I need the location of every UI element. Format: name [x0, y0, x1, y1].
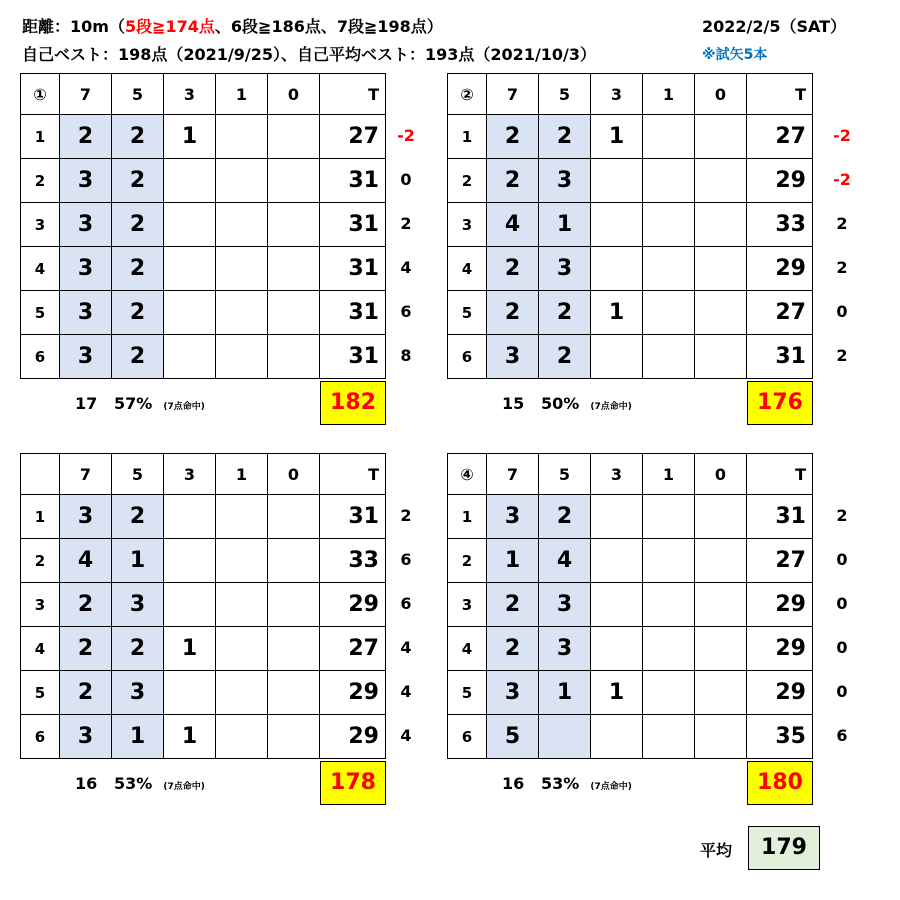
column-header: T	[320, 74, 386, 115]
round-table-3	[20, 453, 386, 759]
hit-count-3	[164, 291, 216, 335]
hit-count-3	[164, 247, 216, 291]
seven-hit-count: 16	[75, 774, 98, 793]
hit-count-7: 3	[60, 203, 112, 247]
hit-count-5: 4	[539, 539, 591, 583]
hit-count-7: 1	[487, 539, 539, 583]
hit-count-5: 2	[539, 115, 591, 159]
hit-count-1	[643, 715, 695, 759]
seven-hit-count: 15	[502, 394, 525, 413]
hit-count-0	[695, 203, 747, 247]
distance-label: 距離：10m（	[22, 17, 125, 36]
hit-count-7: 3	[487, 495, 539, 539]
hit-count-0	[268, 539, 320, 583]
end-number: 3	[21, 583, 60, 627]
column-header: 0	[268, 454, 320, 495]
table-row	[448, 627, 813, 671]
score-difference: 2	[400, 214, 412, 233]
table-row	[448, 583, 813, 627]
hit-count-3: 1	[164, 115, 216, 159]
round-summary	[75, 774, 205, 793]
hit-count-1	[216, 203, 268, 247]
score-difference: -2	[397, 126, 415, 145]
end-total: 27	[320, 115, 386, 159]
hit-count-1	[643, 203, 695, 247]
end-number: 1	[21, 495, 60, 539]
hit-count-5: 3	[539, 159, 591, 203]
table-row	[21, 539, 386, 583]
round-label: ①	[21, 74, 60, 115]
hit-count-7: 3	[60, 291, 112, 335]
score-difference: 2	[836, 258, 848, 277]
hit-count-3	[591, 203, 643, 247]
hit-count-1	[643, 627, 695, 671]
hit-count-0	[695, 715, 747, 759]
table-row	[21, 715, 386, 759]
score-difference: 0	[836, 550, 848, 569]
score-difference: 4	[400, 638, 412, 657]
end-total: 31	[320, 159, 386, 203]
column-header: T	[747, 74, 813, 115]
end-number: 2	[448, 159, 487, 203]
hit-count-7: 2	[487, 115, 539, 159]
hit-count-3: 1	[591, 291, 643, 335]
grade-requirements: 、6段≧186点、7段≧198点）	[214, 17, 443, 36]
score-difference: 4	[400, 726, 412, 745]
column-header: 1	[643, 454, 695, 495]
hit-count-0	[268, 671, 320, 715]
hit-count-7: 2	[487, 627, 539, 671]
end-total: 27	[320, 627, 386, 671]
end-total: 31	[747, 495, 813, 539]
hit-count-3	[164, 335, 216, 379]
column-header: 5	[112, 454, 164, 495]
hit-count-1	[643, 495, 695, 539]
end-total: 31	[320, 335, 386, 379]
table-row	[448, 495, 813, 539]
hit-count-1	[216, 583, 268, 627]
column-header: 0	[268, 74, 320, 115]
hit-count-1	[643, 159, 695, 203]
hit-count-3: 1	[591, 115, 643, 159]
column-header: 1	[216, 74, 268, 115]
hit-count-1	[643, 539, 695, 583]
score-difference: 4	[400, 682, 412, 701]
grade5-requirement: 5段≧174点	[124, 17, 215, 36]
hit-count-5: 2	[112, 247, 164, 291]
score-difference: 0	[836, 638, 848, 657]
hit-count-0	[695, 627, 747, 671]
seven-hit-note: (7点命中)	[163, 782, 205, 792]
round-total-score: 182	[320, 381, 386, 425]
hit-count-3	[591, 583, 643, 627]
table-row	[21, 495, 386, 539]
hit-count-0	[268, 159, 320, 203]
hit-count-0	[695, 539, 747, 583]
hit-count-7: 2	[487, 247, 539, 291]
hit-count-5: 2	[539, 335, 591, 379]
table-header-row	[448, 74, 813, 115]
hit-count-7: 2	[60, 627, 112, 671]
end-number: 2	[21, 539, 60, 583]
hit-count-7: 3	[487, 671, 539, 715]
column-header: 7	[487, 74, 539, 115]
hit-count-1	[216, 627, 268, 671]
round-total-score: 180	[747, 761, 813, 805]
end-number: 1	[448, 495, 487, 539]
column-header: 0	[695, 454, 747, 495]
end-total: 31	[320, 247, 386, 291]
seven-hit-note: (7点命中)	[590, 402, 632, 412]
round-total-score: 178	[320, 761, 386, 805]
seven-hit-count: 16	[502, 774, 525, 793]
hit-count-3	[164, 583, 216, 627]
hit-count-3	[591, 335, 643, 379]
hit-count-7: 2	[487, 291, 539, 335]
end-number: 4	[448, 247, 487, 291]
end-total: 29	[320, 583, 386, 627]
hit-count-5: 2	[112, 627, 164, 671]
hit-count-7: 2	[60, 583, 112, 627]
round-table-1	[20, 73, 386, 379]
hit-count-0	[268, 247, 320, 291]
end-number: 3	[448, 203, 487, 247]
round-label: ④	[448, 454, 487, 495]
column-header: 5	[539, 454, 591, 495]
seven-hit-count: 17	[75, 394, 98, 413]
seven-hit-percentage: 53%	[540, 774, 580, 793]
table-row	[21, 247, 386, 291]
end-number: 3	[21, 203, 60, 247]
hit-count-5: 1	[539, 203, 591, 247]
column-header: 3	[591, 454, 643, 495]
round-summary	[502, 394, 632, 413]
hit-count-5: 1	[112, 539, 164, 583]
table-row	[448, 671, 813, 715]
hit-count-7: 3	[60, 715, 112, 759]
hit-count-5: 2	[112, 115, 164, 159]
table-row	[448, 715, 813, 759]
end-total: 33	[747, 203, 813, 247]
hit-count-5: 2	[112, 203, 164, 247]
end-number: 2	[448, 539, 487, 583]
table-row	[448, 291, 813, 335]
table-row	[448, 115, 813, 159]
column-header: 5	[539, 74, 591, 115]
end-number: 6	[448, 335, 487, 379]
hit-count-5: 2	[112, 335, 164, 379]
end-total: 29	[747, 671, 813, 715]
end-number: 6	[448, 715, 487, 759]
average-label: 平均	[700, 841, 733, 860]
hit-count-0	[695, 335, 747, 379]
end-number: 4	[21, 627, 60, 671]
hit-count-5: 2	[539, 495, 591, 539]
hit-count-0	[695, 671, 747, 715]
hit-count-7: 4	[487, 203, 539, 247]
end-total: 29	[747, 583, 813, 627]
end-number: 3	[448, 583, 487, 627]
hit-count-3	[164, 159, 216, 203]
hit-count-0	[268, 115, 320, 159]
end-total: 33	[320, 539, 386, 583]
hit-count-3: 1	[164, 627, 216, 671]
table-row	[21, 583, 386, 627]
hit-count-0	[268, 495, 320, 539]
hit-count-0	[695, 583, 747, 627]
hit-count-3: 1	[591, 671, 643, 715]
seven-hit-percentage: 50%	[540, 394, 580, 413]
score-difference: 8	[400, 346, 412, 365]
score-difference: 6	[400, 302, 412, 321]
hit-count-3	[591, 247, 643, 291]
difference-column	[822, 494, 862, 758]
score-difference: 0	[836, 682, 848, 701]
hit-count-3	[591, 539, 643, 583]
hit-count-1	[216, 715, 268, 759]
end-total: 29	[320, 715, 386, 759]
column-header: 7	[60, 454, 112, 495]
hit-count-1	[643, 671, 695, 715]
hit-count-1	[216, 335, 268, 379]
table-row	[21, 203, 386, 247]
hit-count-1	[216, 539, 268, 583]
table-row	[21, 627, 386, 671]
end-number: 6	[21, 715, 60, 759]
seven-hit-note: (7点命中)	[590, 782, 632, 792]
hit-count-0	[695, 495, 747, 539]
table-row	[448, 335, 813, 379]
hit-count-0	[268, 335, 320, 379]
table-row	[21, 115, 386, 159]
table-header-row	[448, 454, 813, 495]
end-total: 27	[747, 539, 813, 583]
hit-count-1	[643, 291, 695, 335]
score-difference: 6	[400, 594, 412, 613]
seven-hit-percentage: 57%	[113, 394, 153, 413]
hit-count-1	[216, 495, 268, 539]
score-difference: -2	[833, 170, 851, 189]
seven-hit-note: (7点命中)	[163, 402, 205, 412]
hit-count-7: 2	[487, 159, 539, 203]
hit-count-5	[539, 715, 591, 759]
hit-count-5: 3	[539, 583, 591, 627]
table-row	[448, 539, 813, 583]
hit-count-3	[164, 539, 216, 583]
hit-count-3	[591, 159, 643, 203]
column-header: 1	[216, 454, 268, 495]
personal-best-line: 自己ベスト：198点（2021/9/25）、自己平均ベスト：193点（2021/10/3）	[22, 45, 597, 64]
hit-count-3	[591, 715, 643, 759]
score-difference: 2	[836, 506, 848, 525]
column-header: T	[320, 454, 386, 495]
hit-count-7: 3	[487, 335, 539, 379]
difference-column	[822, 114, 862, 378]
hit-count-3	[164, 495, 216, 539]
hit-count-5: 3	[539, 247, 591, 291]
hit-count-7: 4	[60, 539, 112, 583]
table-row	[448, 203, 813, 247]
hit-count-1	[643, 247, 695, 291]
distance-line	[22, 14, 443, 37]
hit-count-7: 2	[487, 583, 539, 627]
score-difference: 0	[400, 170, 412, 189]
hit-count-7: 3	[60, 335, 112, 379]
end-total: 35	[747, 715, 813, 759]
score-difference: 2	[836, 214, 848, 233]
hit-count-0	[268, 291, 320, 335]
column-header: 3	[591, 74, 643, 115]
hit-count-1	[216, 159, 268, 203]
hit-count-1	[216, 671, 268, 715]
end-total: 31	[320, 291, 386, 335]
hit-count-3	[591, 495, 643, 539]
end-total: 29	[747, 627, 813, 671]
hit-count-5: 3	[539, 627, 591, 671]
column-header: 3	[164, 74, 216, 115]
end-total: 31	[320, 495, 386, 539]
hit-count-0	[695, 115, 747, 159]
hit-count-1	[643, 115, 695, 159]
end-total: 29	[747, 159, 813, 203]
hit-count-1	[216, 291, 268, 335]
column-header: 7	[60, 74, 112, 115]
table-row	[448, 247, 813, 291]
hit-count-5: 1	[539, 671, 591, 715]
table-header-row	[21, 74, 386, 115]
difference-column	[386, 114, 426, 378]
hit-count-1	[216, 247, 268, 291]
difference-column	[386, 494, 426, 758]
hit-count-0	[268, 583, 320, 627]
round-table-2	[447, 73, 813, 379]
hit-count-1	[643, 583, 695, 627]
end-total: 31	[320, 203, 386, 247]
score-difference: 6	[400, 550, 412, 569]
end-total: 31	[747, 335, 813, 379]
hit-count-5: 2	[112, 495, 164, 539]
score-difference: 0	[836, 594, 848, 613]
hit-count-3	[164, 203, 216, 247]
end-number: 4	[21, 247, 60, 291]
hit-count-5: 2	[112, 291, 164, 335]
hit-count-5: 1	[112, 715, 164, 759]
hit-count-3	[591, 627, 643, 671]
end-number: 6	[21, 335, 60, 379]
hit-count-1	[216, 115, 268, 159]
hit-count-7: 2	[60, 115, 112, 159]
end-number: 5	[21, 291, 60, 335]
round-table-4	[447, 453, 813, 759]
hit-count-7: 5	[487, 715, 539, 759]
round-summary	[502, 774, 632, 793]
hit-count-7: 3	[60, 247, 112, 291]
end-number: 4	[448, 627, 487, 671]
column-header: 1	[643, 74, 695, 115]
end-number: 5	[21, 671, 60, 715]
hit-count-7: 3	[60, 495, 112, 539]
score-difference: 4	[400, 258, 412, 277]
score-difference: 6	[836, 726, 848, 745]
session-date: 2022/2/5（SAT）	[702, 17, 847, 36]
round-summary	[75, 394, 205, 413]
hit-count-5: 3	[112, 583, 164, 627]
end-number: 5	[448, 671, 487, 715]
round-total-score: 176	[747, 381, 813, 425]
table-row	[21, 335, 386, 379]
score-difference: 2	[400, 506, 412, 525]
table-row	[21, 159, 386, 203]
hit-count-0	[268, 627, 320, 671]
table-row	[448, 159, 813, 203]
end-total: 27	[747, 115, 813, 159]
table-row	[21, 671, 386, 715]
column-header: 5	[112, 74, 164, 115]
hit-count-0	[695, 247, 747, 291]
score-difference: 2	[836, 346, 848, 365]
end-number: 1	[21, 115, 60, 159]
end-total: 29	[747, 247, 813, 291]
hit-count-3	[164, 671, 216, 715]
hit-count-1	[643, 335, 695, 379]
hit-count-0	[695, 159, 747, 203]
end-total: 27	[747, 291, 813, 335]
table-row	[21, 291, 386, 335]
practice-arrows-note: ※試矢5本	[702, 47, 768, 63]
hit-count-0	[695, 291, 747, 335]
round-label	[21, 454, 60, 495]
column-header: 0	[695, 74, 747, 115]
table-header-row	[21, 454, 386, 495]
hit-count-7: 3	[60, 159, 112, 203]
score-difference: -2	[833, 126, 851, 145]
column-header: T	[747, 454, 813, 495]
end-number: 5	[448, 291, 487, 335]
hit-count-5: 2	[112, 159, 164, 203]
end-total: 29	[320, 671, 386, 715]
end-number: 2	[21, 159, 60, 203]
hit-count-3: 1	[164, 715, 216, 759]
average-score: 179	[748, 826, 820, 870]
score-difference: 0	[836, 302, 848, 321]
hit-count-7: 2	[60, 671, 112, 715]
hit-count-5: 2	[539, 291, 591, 335]
hit-count-0	[268, 203, 320, 247]
round-label: ②	[448, 74, 487, 115]
seven-hit-percentage: 53%	[113, 774, 153, 793]
hit-count-0	[268, 715, 320, 759]
column-header: 3	[164, 454, 216, 495]
column-header: 7	[487, 454, 539, 495]
end-number: 1	[448, 115, 487, 159]
hit-count-5: 3	[112, 671, 164, 715]
